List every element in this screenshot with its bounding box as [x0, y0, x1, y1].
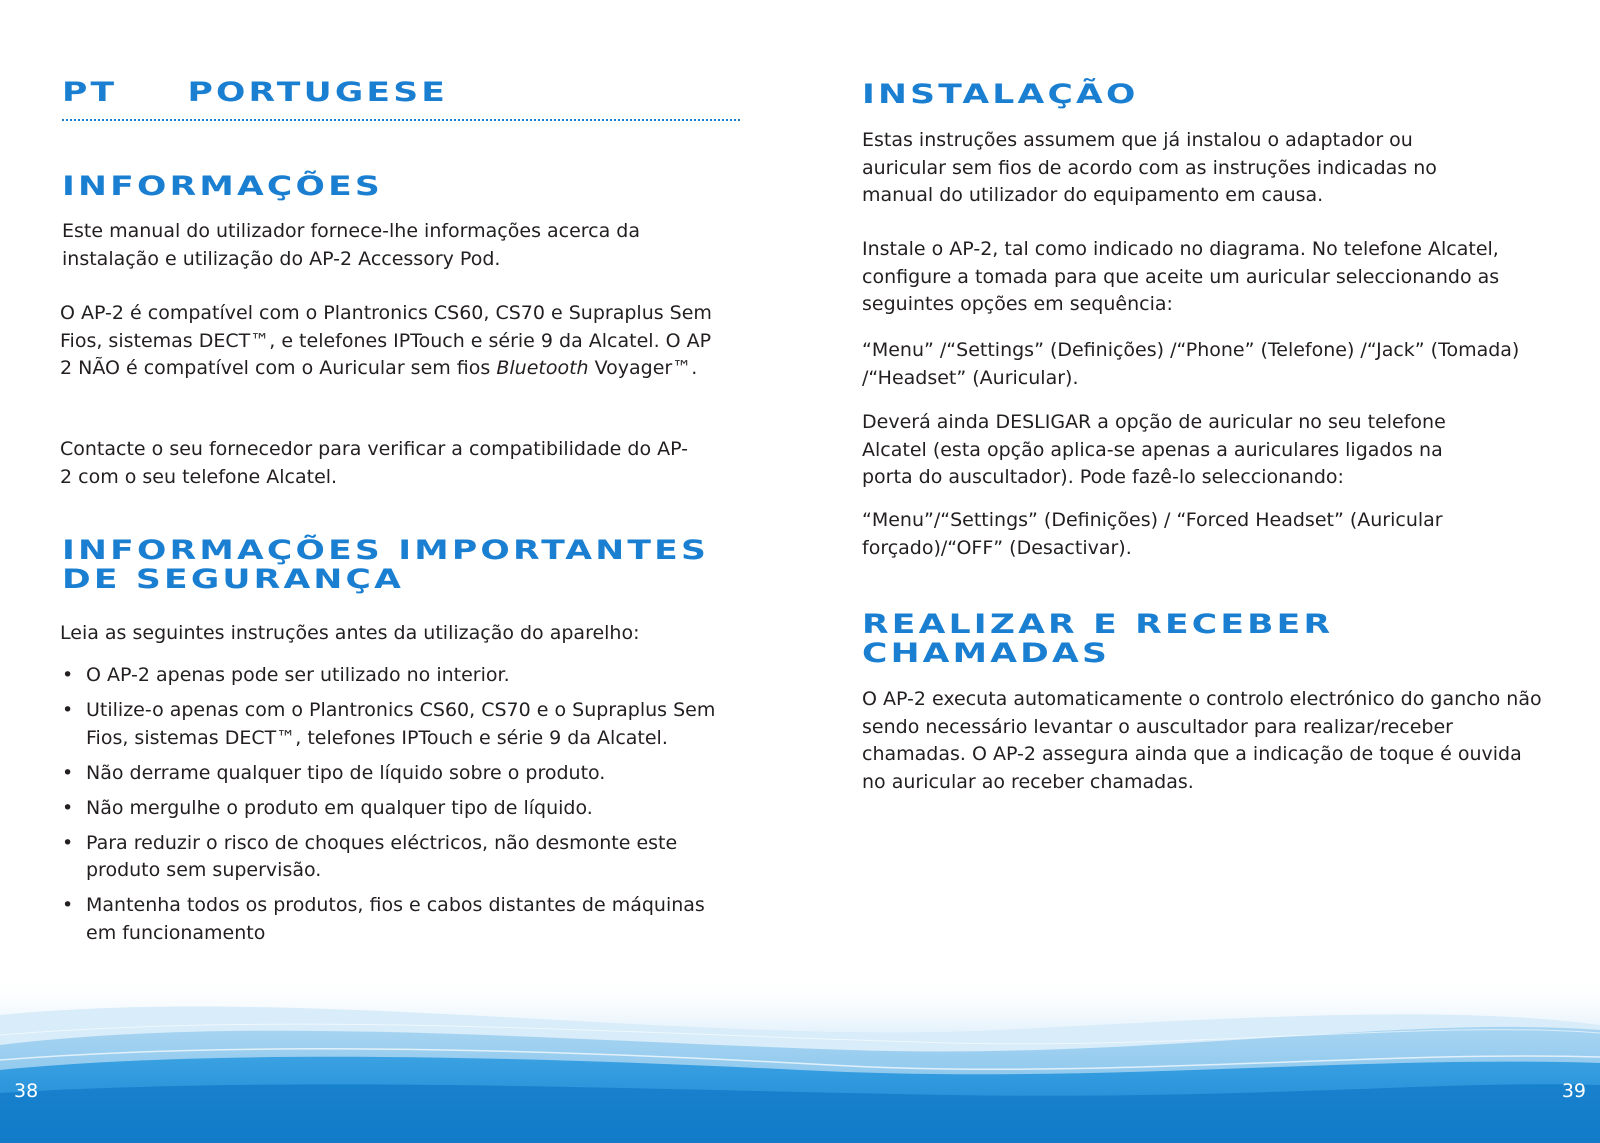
calls-paragraph: O AP-2 executa automaticamente o controlo electrónico do gancho não sendo necessário levantar o auscultador para realizar/receber chamadas. O AP-2 assegura ainda que a indicação de toque é ouvida no auricular ao receber chamadas.	[862, 688, 1542, 793]
page-number-right: 39	[1561, 1080, 1586, 1102]
section-title-chamadas	[862, 610, 1333, 668]
safety-title-line-2: DE SEGURANÇA	[62, 564, 405, 595]
safety-bullet-item	[60, 760, 740, 788]
install-paragraph-5: “Menu”/“Settings” (Definições) / “Forced Headset” (Auricular forçado)/“OFF” (Desactivar).	[862, 509, 1443, 559]
bullet-text: Não mergulhe o produto em qualquer tipo de líquido.	[86, 796, 593, 819]
section-title-seguranca	[62, 536, 709, 594]
calls-title-line-2: CHAMADAS	[862, 638, 1111, 669]
info-paragraph-2-italic: Bluetooth	[496, 357, 589, 379]
bullet-marker: •	[62, 761, 74, 784]
bullet-marker: •	[62, 831, 74, 854]
bullet-text: O AP-2 apenas pode ser utilizado no interior.	[86, 664, 510, 686]
page-number-left: 38	[14, 1080, 39, 1102]
safety-title-line-1: INFORMAÇÕES IMPORTANTES	[62, 535, 710, 566]
section-title-informacoes: INFORMAÇÕES	[62, 171, 383, 202]
section-title-instalacao: INSTALAÇÃO	[862, 79, 1139, 110]
bullet-text: Não derrame qualquer tipo de líquido sobre o produto.	[86, 761, 606, 784]
bullet-text: Utilize-o apenas com o Plantronics CS60, CS70 e o Supraplus Sem Fios, sistemas DECT™, telefones IPTouch e série 9 da Alcatel.	[86, 699, 716, 749]
language-name: PORTUGESE	[187, 77, 449, 108]
install-paragraph-2: Instale o AP-2, tal como indicado no diagrama. No telefone Alcatel, configure a tomada para que aceite um auricular seleccionando as seguintes opções em sequência:	[862, 238, 1500, 315]
calls-title-line-1: REALIZAR E RECEBER	[862, 609, 1334, 640]
install-paragraph-1: Estas instruções assumem que já instalou o adaptador ou auricular sem fios de acordo com as instruções indicadas no manual do utilizador do equipamento em causa.	[862, 129, 1437, 206]
safety-bullet-item	[60, 892, 740, 947]
info-paragraph-2-text: O AP-2 é compatível com o Plantronics CS60, CS70 e Supraplus Sem Fios, sistemas DECT™, e telefones IPTouch e série 9 da Alcatel. O AP 2 NÃO é compatível com o Auricular sem fios	[60, 302, 712, 379]
bullet-marker: •	[62, 699, 74, 721]
bullet-text: Para reduzir o risco de choques eléctricos, não desmonte este produto sem supervisão.	[86, 831, 678, 881]
safety-intro: Leia as seguintes instruções antes da utilização do aparelho:	[60, 622, 640, 644]
info-paragraph-2-tail: Voyager™.	[588, 357, 698, 379]
header-divider	[62, 119, 740, 121]
install-paragraph-3: “Menu” /“Settings” (Definições) /“Phone” (Telefone) /“Jack” (Tomada) /“Headset” (Auricular).	[862, 339, 1520, 389]
bullet-marker: •	[62, 894, 74, 916]
bullet-text: Mantenha todos os produtos, fios e cabos distantes de máquinas em funcionamento	[86, 894, 705, 944]
safety-bullet-item	[60, 830, 740, 885]
footer-wave-decoration	[0, 975, 1600, 1143]
install-paragraph-4: Deverá ainda DESLIGAR a opção de auricular no seu telefone Alcatel (esta opção aplica-se apenas a auriculares ligados na porta do auscultador). Pode fazê-lo seleccionando:	[862, 411, 1446, 488]
safety-bullet-item	[60, 697, 740, 752]
bullet-marker: •	[62, 796, 74, 819]
safety-bullet-list	[60, 662, 740, 955]
info-paragraph-3: Contacte o seu fornecedor para verificar a compatibilidade do AP-2 com o seu telefone Alcatel.	[60, 438, 689, 488]
safety-bullet-item	[60, 795, 740, 823]
info-paragraph-2	[60, 300, 720, 383]
safety-bullet-item	[60, 662, 740, 690]
bullet-marker: •	[62, 664, 74, 686]
info-paragraph-1: Este manual do utilizador fornece-lhe informações acerca da instalação e utilização do AP-2 Accessory Pod.	[62, 220, 641, 270]
language-code: PT	[62, 77, 118, 108]
